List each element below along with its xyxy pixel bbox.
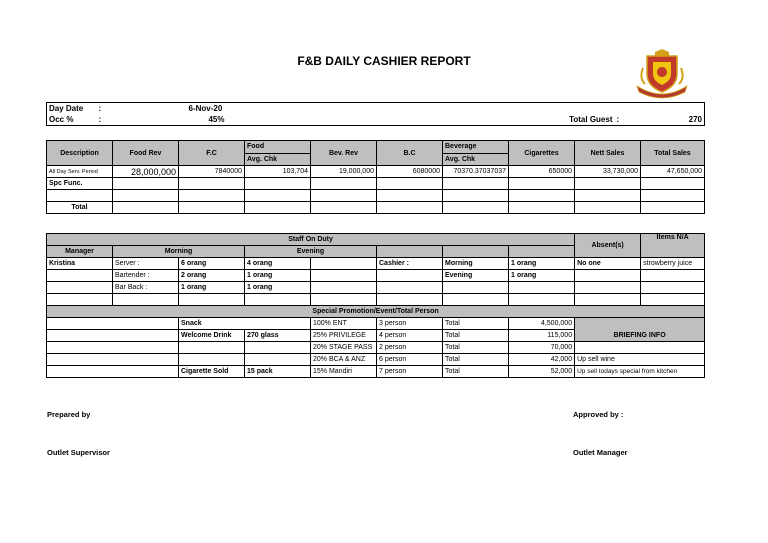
promo-name: 20% BCA & ANZ	[311, 354, 377, 366]
manager-name: Kristina	[47, 258, 113, 270]
staff-evening: 1 orang	[245, 282, 311, 294]
table-row	[47, 342, 705, 354]
promo-amount: 4,500,000	[509, 318, 575, 330]
promo-total-label: Total	[443, 354, 509, 366]
total-label: Total	[47, 202, 113, 214]
staff-table	[46, 233, 705, 378]
staff-role: Bar Back :	[113, 282, 179, 294]
row-desc: Spc Func.	[47, 178, 113, 190]
food-rev-value: 28,000,000	[113, 166, 179, 178]
staff-morning: 2 orang	[179, 270, 245, 282]
bev-avg-value: 70370.37037037	[443, 166, 509, 178]
staff-evening: 1 orang	[245, 270, 311, 282]
hotel-crest-logo	[633, 48, 691, 100]
table-row	[47, 270, 705, 282]
total-guest-label: Total Guest	[227, 114, 615, 126]
bc-value: 6080000	[377, 166, 443, 178]
cashier-shift: Morning	[443, 258, 509, 270]
revenue-table	[46, 140, 705, 214]
promo-amount: 115,000	[509, 330, 575, 342]
table-row	[47, 282, 705, 294]
promo-persons: 7 person	[377, 366, 443, 378]
outlet-manager-label: Outlet Manager	[573, 448, 628, 457]
promo-total-label: Total	[443, 342, 509, 354]
day-date-label: Day Date	[47, 103, 97, 115]
report-title: F&B DAILY CASHIER REPORT	[297, 54, 471, 68]
welcome-drink-value: 270 glass	[245, 330, 311, 342]
nett-sales-header: Nett Sales	[575, 141, 641, 166]
prepared-by-label: Prepared by	[47, 410, 91, 419]
welcome-drink-label: Welcome Drink	[179, 330, 245, 342]
total-guest-value: 270	[665, 114, 705, 126]
snack-label: Snack	[179, 318, 311, 330]
promo-amount: 70,000	[509, 342, 575, 354]
staff-morning: 6 orang	[179, 258, 245, 270]
outlet-supervisor-label: Outlet Supervisor	[47, 448, 110, 457]
food-avg-value: 103,704	[245, 166, 311, 178]
manager-header: Manager	[47, 246, 113, 258]
promo-amount: 52,000	[509, 366, 575, 378]
day-date-value: 6-Nov-20	[187, 103, 227, 115]
bev-avg-header: Avg. Chk	[443, 153, 509, 166]
briefing-info: Up sell todays special from kitchen	[575, 366, 705, 378]
staff-title: Staff On Duty	[47, 234, 575, 246]
promo-persons: 4 person	[377, 330, 443, 342]
table-row	[47, 166, 705, 178]
cashier-count: 1 orang	[509, 258, 575, 270]
bev-rev-header: Bev. Rev	[311, 141, 377, 166]
staff-role: Bartender :	[113, 270, 179, 282]
promo-persons: 2 person	[377, 342, 443, 354]
promo-name: 15% Mandiri	[311, 366, 377, 378]
briefing-info: Up sell wine	[575, 354, 705, 366]
table-row	[47, 354, 705, 366]
cashier-shift: Evening	[443, 270, 509, 282]
promo-title: Special Promotion/Event/Total Person	[47, 306, 705, 318]
cashier-count: 1 orang	[509, 270, 575, 282]
cig-value: 650000	[509, 166, 575, 178]
fc-value: 7840000	[179, 166, 245, 178]
table-row	[47, 318, 705, 330]
cigarette-sold-value: 15 pack	[245, 366, 311, 378]
occ-value: 45%	[187, 114, 227, 126]
promo-amount: 42,000	[509, 354, 575, 366]
items-na-value: strowberry juice	[641, 258, 705, 270]
staff-role: Server :	[113, 258, 179, 270]
cigarettes-header: Cigarettes	[509, 141, 575, 166]
header-table	[46, 102, 705, 126]
promo-total-label: Total	[443, 366, 509, 378]
promo-total-label: Total	[443, 318, 509, 330]
bev-rev-value: 19,000,000	[311, 166, 377, 178]
row-desc: All Day Serv. Period	[47, 166, 113, 178]
approved-by-label: Approved by :	[573, 410, 624, 419]
total-value: 47,650,000	[641, 166, 705, 178]
absent-value: No one	[575, 258, 641, 270]
table-row	[47, 366, 705, 378]
food-header: Food	[245, 141, 311, 154]
absent-header: Absent(s)	[575, 234, 641, 258]
table-row	[47, 178, 705, 190]
promo-persons: 3 person	[377, 318, 443, 330]
staff-morning: 1 orang	[179, 282, 245, 294]
colon: :	[97, 103, 187, 115]
promo-name: 20% STAGE PASS	[311, 342, 377, 354]
evening-header: Evening	[245, 246, 377, 258]
nett-value: 33,730,000	[575, 166, 641, 178]
description-header: Description	[47, 141, 113, 166]
table-row	[47, 202, 705, 214]
food-avg-header: Avg. Chk	[245, 153, 311, 166]
beverage-header: Beverage	[443, 141, 509, 154]
colon: :	[97, 114, 187, 126]
total-sales-header: Total Sales	[641, 141, 705, 166]
staff-evening: 4 orang	[245, 258, 311, 270]
table-row	[47, 258, 705, 270]
briefing-info	[575, 342, 705, 354]
bc-header: B.C	[377, 141, 443, 166]
occ-label: Occ %	[47, 114, 97, 126]
morning-header: Morning	[113, 246, 245, 258]
briefing-info-header: BRIEFING INFO	[575, 330, 705, 342]
promo-total-label: Total	[443, 330, 509, 342]
promo-name: 25% PRIVILEGE	[311, 330, 377, 342]
cigarette-sold-label: Cigarette Sold	[179, 366, 245, 378]
cashier-label: Cashier :	[377, 258, 443, 270]
promo-persons: 6 person	[377, 354, 443, 366]
food-rev-header: Food Rev	[113, 141, 179, 166]
colon: :	[615, 114, 665, 126]
items-na-header: Items N/A	[641, 234, 705, 258]
table-row	[47, 330, 705, 342]
fc-header: F.C	[179, 141, 245, 166]
promo-name: 100% ENT	[311, 318, 377, 330]
